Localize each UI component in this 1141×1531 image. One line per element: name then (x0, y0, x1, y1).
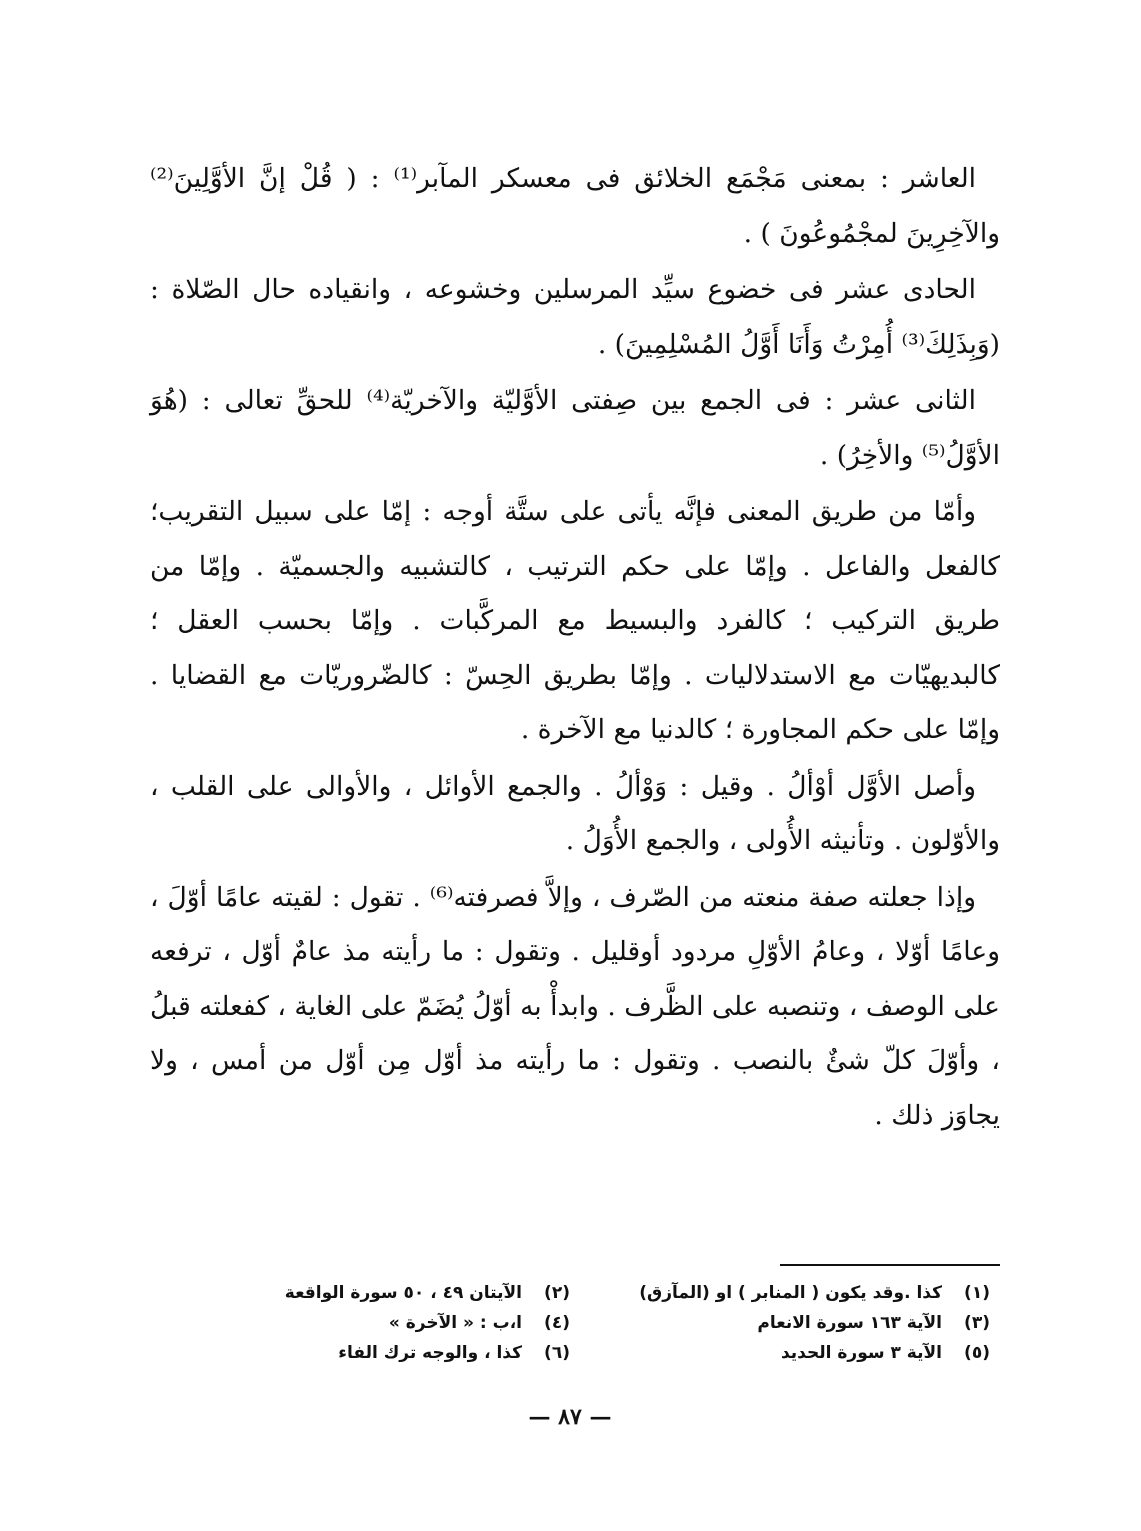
footnote-number: (٥) (964, 1343, 990, 1363)
footnote-text: الآية ٣ سورة الحديد (780, 1343, 942, 1363)
footnote-text: ا،ب : « الآخرة » (388, 1313, 522, 1333)
footnote-text: كذا ، والوجه ترك الفاء (338, 1343, 522, 1363)
footnote-number: (٢) (544, 1283, 570, 1303)
footnote-3 (610, 1308, 990, 1338)
footnote-text: الآيتان ٤٩ ، ٥٠ سورة الواقعة (284, 1283, 522, 1303)
footnote-text: كذا .وقد يكون ( المنابر ) او (المآزق) (639, 1283, 942, 1303)
footnote-6 (190, 1338, 570, 1368)
footnote-number: (٣) (964, 1313, 990, 1333)
footnote-number: (١) (964, 1283, 990, 1303)
footnote-text: الآية ١٦٣ سورة الانعام (757, 1313, 942, 1333)
paragraph-meaning-aspects: وأمّا من طريق المعنى فإنَّه يأتى على ستَّة أوجه : إمّا على سبيل التقريب؛ كالفعل والفاعل . وإمّا على حكم الترتيب ، كالتشبيه والجسميّة . وإمّا من طريق التركيب ؛ كالفرد والبسيط مع المركَّبات . وإمّا بحسب العقل ؛ كالبديهيّات مع الاستدلاليات . وإمّا بطريق الحِسّ : كالضّروريّات مع القضايا . وإمّا على حكم المجاورة ؛ كالدنيا مع الآخرة . (150, 496, 1000, 745)
footnote-2 (190, 1278, 570, 1308)
footnote-5 (610, 1338, 990, 1368)
page-number: — ٨٧ — (528, 1404, 612, 1430)
footnote-number: (٦) (544, 1343, 570, 1363)
footnote-1 (610, 1278, 990, 1308)
paragraph-twelfth: الثانى عشر : فى الجمع بين صِفتى الأوَّليّة والآخريّة⁽⁴⁾ للحقِّ تعالى : (هُوَ الأوَّلُ⁽⁵⁾ والأخِرُ) . (150, 385, 1000, 471)
main-text (150, 152, 1000, 1143)
footnote-number: (٤) (544, 1313, 570, 1333)
footnotes (190, 1278, 990, 1368)
footnote-4 (190, 1308, 570, 1338)
paragraph-word-origin: وأصل الأوَّل أوْألُ . وقيل : وَوْألُ . والجمع الأوائل ، والأوالى على القلب ، والأوّلون . وتأنيثه الأُولى ، والجمع الأُوَلُ . (150, 770, 1000, 856)
footnote-divider (780, 1264, 1000, 1266)
paragraph-tenth: العاشر : بمعنى مَجْمَع الخلائق فى معسكر المآبر⁽¹⁾ : ( قُلْ إنَّ الأوَّلِينَ⁽²⁾ والآخِرِينَ لمجْمُوعُونَ ) . (150, 163, 1000, 249)
paragraph-eleventh: الحادى عشر فى خضوع سيِّد المرسلين وخشوعه ، وانقياده حال الصّلاة : (وَبِذَلِكَ⁽³⁾ أُمِرْتُ وَأَنَا أَوَّلُ المُسْلِمِينَ) . (150, 274, 1000, 360)
paragraph-usage: وإذا جعلته صفة منعته من الصّرف ، وإلاَّ فصرفته⁽⁶⁾ . تقول : لقيته عامًا أوّلَ ، وعامًا أوّلا ، وعامُ الأوّلِ مردود أوقليل . وتقول : ما رأيته مذ عامٌ أوّل ، ترفعه على الوصف ، وتنصبه على الظَّرف . وابدأْ به أوّلُ يُضَمّ على الغاية ، كفعلته قبلُ ، وأوّلَ كلّ شئٌ بالنصب . وتقول : ما رأيته مذ أوّل مِن أوّل من أمس ، ولا يجاوَز ذلك . (150, 881, 1000, 1131)
